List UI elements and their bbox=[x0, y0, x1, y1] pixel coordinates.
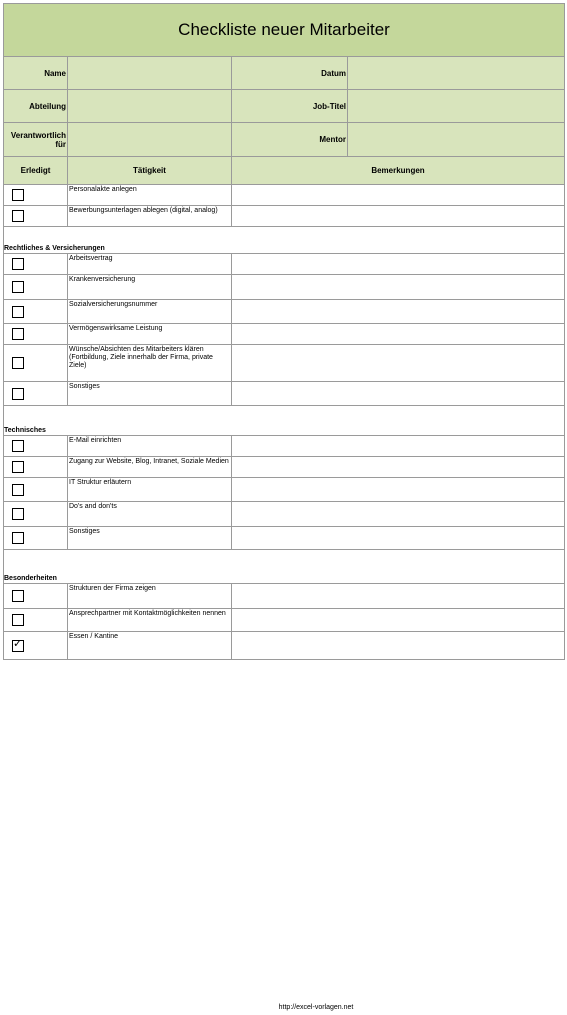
erledigt-cell bbox=[4, 457, 68, 477]
table-row bbox=[3, 345, 565, 382]
table-row bbox=[3, 185, 565, 206]
done-checkbox[interactable] bbox=[12, 440, 24, 452]
table-row bbox=[3, 275, 565, 300]
section-header bbox=[3, 406, 565, 436]
erledigt-cell bbox=[4, 206, 68, 226]
erledigt-cell bbox=[4, 502, 68, 526]
done-checkbox[interactable] bbox=[12, 590, 24, 602]
bemerkungen-cell[interactable] bbox=[232, 185, 564, 205]
section-title: Technisches bbox=[4, 427, 46, 434]
table-row bbox=[3, 300, 565, 324]
erledigt-cell bbox=[4, 382, 68, 405]
header-row-verantwortlich bbox=[3, 123, 565, 157]
erledigt-cell bbox=[4, 254, 68, 274]
done-checkbox[interactable] bbox=[12, 328, 24, 340]
table-row bbox=[3, 324, 565, 345]
table-row bbox=[3, 206, 565, 227]
done-checkbox[interactable] bbox=[12, 210, 24, 222]
bemerkungen-cell[interactable] bbox=[232, 324, 564, 344]
mentor-label: Mentor bbox=[232, 123, 348, 156]
erledigt-cell bbox=[4, 632, 68, 659]
datum-field[interactable] bbox=[348, 57, 564, 89]
bemerkungen-cell[interactable] bbox=[232, 436, 564, 456]
checklist-body bbox=[3, 185, 565, 660]
page-title-text: Checkliste neuer Mitarbeiter bbox=[178, 20, 390, 39]
checkmark-icon: ✓ bbox=[13, 637, 23, 650]
erledigt-cell bbox=[4, 345, 68, 381]
bemerkungen-cell[interactable] bbox=[232, 457, 564, 477]
taetigkeit-cell: IT Struktur erläutern bbox=[68, 478, 232, 501]
name-field[interactable] bbox=[68, 57, 232, 89]
table-row bbox=[3, 457, 565, 478]
verantwortlich-label: Verantwortlich für bbox=[4, 123, 68, 156]
done-checkbox[interactable] bbox=[12, 614, 24, 626]
done-checkbox[interactable] bbox=[12, 508, 24, 520]
table-row bbox=[3, 609, 565, 632]
taetigkeit-cell: Ansprechpartner mit Kontaktmöglichkeiten nennen bbox=[68, 609, 232, 631]
abteilung-label: Abteilung bbox=[4, 90, 68, 122]
taetigkeit-cell: Strukturen der Firma zeigen bbox=[68, 584, 232, 608]
erledigt-cell bbox=[4, 609, 68, 631]
bemerkungen-cell[interactable] bbox=[232, 300, 564, 323]
bemerkungen-header: Bemerkungen bbox=[371, 166, 425, 175]
done-checkbox[interactable] bbox=[12, 461, 24, 473]
table-row bbox=[3, 584, 565, 609]
done-checkbox[interactable] bbox=[12, 189, 24, 201]
verantwortlich-field[interactable] bbox=[68, 123, 232, 156]
table-row bbox=[3, 254, 565, 275]
bemerkungen-cell[interactable] bbox=[232, 275, 564, 299]
taetigkeit-cell: Sonstiges bbox=[68, 382, 232, 405]
taetigkeit-cell: Krankenversicherung bbox=[68, 275, 232, 299]
done-checkbox[interactable] bbox=[12, 306, 24, 318]
done-checkbox[interactable] bbox=[12, 357, 24, 369]
erledigt-cell bbox=[4, 436, 68, 456]
bemerkungen-cell[interactable] bbox=[232, 502, 564, 526]
table-row bbox=[3, 436, 565, 457]
bemerkungen-cell[interactable] bbox=[232, 345, 564, 381]
page-title bbox=[3, 3, 565, 57]
bemerkungen-cell[interactable] bbox=[232, 206, 564, 226]
datum-label: Datum bbox=[232, 57, 348, 89]
bemerkungen-cell[interactable] bbox=[232, 478, 564, 501]
bemerkungen-cell[interactable] bbox=[232, 609, 564, 631]
table-row bbox=[3, 632, 565, 660]
done-checkbox[interactable] bbox=[12, 258, 24, 270]
erledigt-cell bbox=[4, 527, 68, 549]
taetigkeit-cell: Sozialversicherungsnummer bbox=[68, 300, 232, 323]
taetigkeit-cell: Vermögenswirksame Leistung bbox=[68, 324, 232, 344]
taetigkeit-header: Tätigkeit bbox=[68, 157, 232, 184]
section-title: Rechtliches & Versicherungen bbox=[4, 245, 105, 252]
erledigt-cell bbox=[4, 275, 68, 299]
erledigt-cell bbox=[4, 185, 68, 205]
taetigkeit-cell: Zugang zur Website, Blog, Intranet, Soziale Medien bbox=[68, 457, 232, 477]
done-checkbox[interactable] bbox=[12, 281, 24, 293]
erledigt-cell bbox=[4, 300, 68, 323]
taetigkeit-cell: Do's and don'ts bbox=[68, 502, 232, 526]
bemerkungen-cell[interactable] bbox=[232, 632, 564, 659]
taetigkeit-cell: Bewerbungsunterlagen ablegen (digital, analog) bbox=[68, 206, 232, 226]
table-row bbox=[3, 382, 565, 406]
abteilung-field[interactable] bbox=[68, 90, 232, 122]
taetigkeit-cell: Sonstiges bbox=[68, 527, 232, 549]
done-checkbox[interactable] bbox=[12, 532, 24, 544]
erledigt-cell bbox=[4, 584, 68, 608]
erledigt-cell bbox=[4, 478, 68, 501]
bemerkungen-cell[interactable] bbox=[232, 254, 564, 274]
section-header bbox=[3, 550, 565, 584]
taetigkeit-cell: Wünsche/Absichten des Mitarbeiters klären (Fortbildung, Ziele innerhalb der Firma, private Ziele) bbox=[68, 345, 232, 381]
taetigkeit-cell: E-Mail einrichten bbox=[68, 436, 232, 456]
mentor-field[interactable] bbox=[348, 123, 564, 156]
taetigkeit-cell: Personalakte anlegen bbox=[68, 185, 232, 205]
done-checkbox[interactable] bbox=[12, 484, 24, 496]
table-row bbox=[3, 478, 565, 502]
section-title: Besonderheiten bbox=[4, 575, 57, 582]
header-row-name bbox=[3, 57, 565, 90]
name-label: Name bbox=[4, 57, 68, 89]
done-checkbox[interactable] bbox=[12, 637, 24, 652]
bemerkungen-cell[interactable] bbox=[232, 584, 564, 608]
taetigkeit-cell: Essen / Kantine bbox=[68, 632, 232, 659]
bemerkungen-cell[interactable] bbox=[232, 527, 564, 549]
erledigt-header: Erledigt bbox=[4, 157, 68, 184]
erledigt-cell bbox=[4, 324, 68, 344]
taetigkeit-cell: Arbeitsvertrag bbox=[68, 254, 232, 274]
table-row bbox=[3, 527, 565, 550]
table-row bbox=[3, 502, 565, 527]
bemerkungen-cell[interactable] bbox=[232, 382, 564, 405]
header-row-abteilung bbox=[3, 90, 565, 123]
done-checkbox[interactable] bbox=[12, 388, 24, 400]
section-header bbox=[3, 227, 565, 254]
footer-url: http://excel-vorlagen.net bbox=[278, 1004, 354, 1011]
column-header-row bbox=[3, 157, 565, 185]
checklist-sheet bbox=[3, 3, 565, 660]
job-titel-label: Job-Titel bbox=[232, 90, 348, 122]
job-titel-field[interactable] bbox=[348, 90, 564, 122]
